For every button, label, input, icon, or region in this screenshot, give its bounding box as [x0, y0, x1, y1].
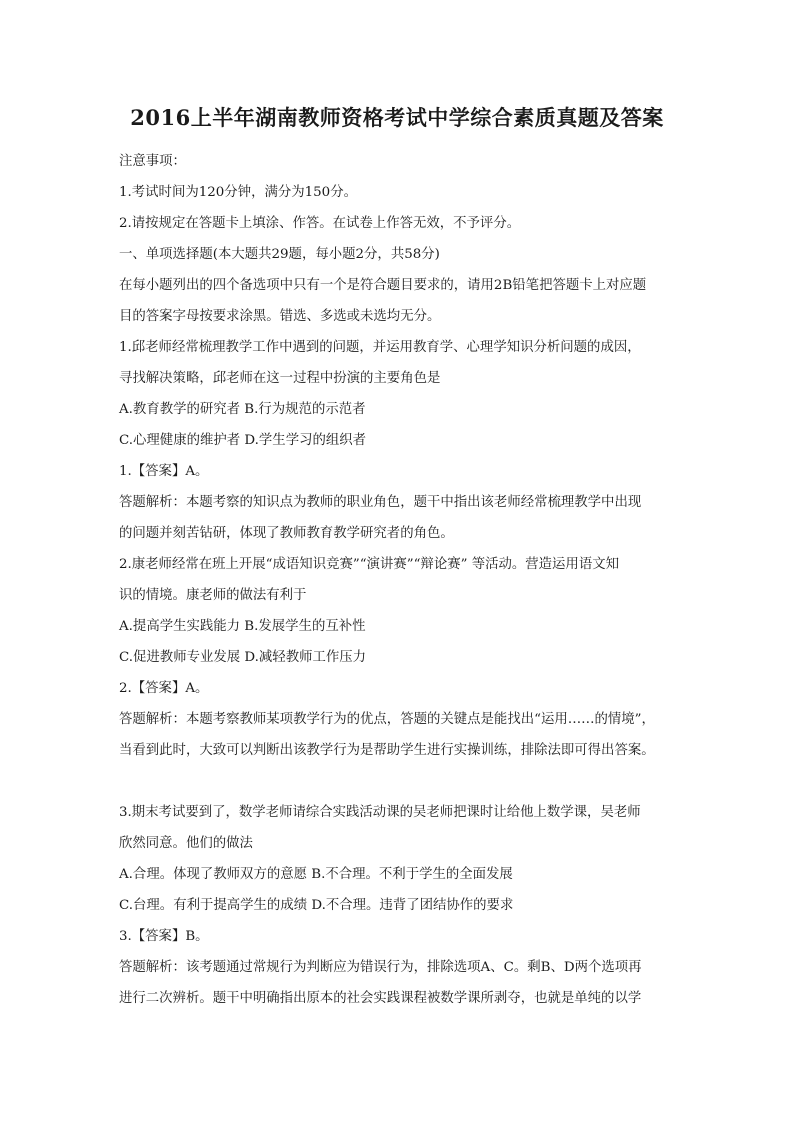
question-2-stem-line-1: 2.康老师经常在班上开展“成语知识竞赛”“演讲赛”“辩论赛” 等活动。营造运用语文知 [119, 557, 619, 572]
question-2-options-ab: A.提高学生实践能力 B.发展学生的互补性 [119, 619, 366, 634]
question-2-options-cd: C.促进教师专业发展 D.减轻教师工作压力 [119, 650, 367, 665]
question-1-analysis-line-1: 答题解析：本题考察的知识点为教师的职业角色，题干中指出该老师经常梳理教学中出现 [119, 495, 642, 510]
question-3-options-cd: C.台理。有利于提高学生的成绩 D.不合理。违背了团结协作的要求 [119, 898, 514, 913]
notice-item-1: 1.考试时间为120分钟，满分为150分。 [119, 185, 357, 200]
question-1-options-ab: A.教育教学的研究者 B.行为规范的示范者 [119, 402, 366, 417]
question-3-stem-line-1: 3.期末考试要到了，数学老师请综合实践活动课的吴老师把课时让给他上数学课，吴老师 [119, 805, 641, 820]
question-1-answer: 1.【答案】A。 [119, 464, 209, 479]
question-2-answer: 2.【答案】A。 [119, 681, 209, 696]
question-2-analysis-line-1: 答题解析：本题考察教师某项教学行为的优点，答题的关键点是能找出“运用……的情境”， [119, 712, 655, 727]
question-1-analysis-line-2: 的问题并刻苦钻研，体现了教师教育教学研究者的角色。 [119, 526, 454, 541]
question-3-options-ab: A.合理。体现了教师双方的意愿 B.不合理。不利于学生的全面发展 [119, 867, 513, 882]
question-2-stem-line-2: 识的情境。康老师的做法有利于 [119, 588, 307, 603]
document-title: 2016上半年湖南教师资格考试中学综合素质真题及答案 [130, 105, 664, 130]
notice-heading: 注意事项： [119, 154, 186, 169]
section-heading: 一、单项选择题(本大题共29题，每小题2分，共58分) [119, 247, 440, 262]
notice-item-2: 2.请按规定在答题卡上填涂、作答。在试卷上作答无效，不予评分。 [119, 216, 521, 231]
blank-line [119, 766, 679, 797]
question-1-options-cd: C.心理健康的维护者 D.学生学习的组织者 [119, 433, 367, 448]
question-3-stem-line-2: 欣然同意。他们的做法 [119, 836, 253, 851]
question-2-analysis-line-2: 当看到此时，大致可以判断出该教学行为是帮助学生进行实操训练，排除法即可得出答案。 [119, 743, 655, 758]
question-3-answer: 3.【答案】B。 [119, 929, 209, 944]
section-instruction-line-1: 在每小题列出的四个备选项中只有一个是符合题目要求的，请用2B铅笔把答题卡上对应题 [119, 278, 647, 293]
question-1-stem-line-2: 寻找解决策略，邱老师在这一过程中扮演的主要角色是 [119, 371, 441, 386]
document-body [119, 146, 679, 1014]
question-3-analysis-line-1: 答题解析：该考题通过常规行为判断应为错误行为，排除选项A、C。剩B、D两个选项再 [119, 960, 642, 975]
question-3-analysis-line-2: 进行二次辨析。题干中明确指出原本的社会实践课程被数学课所剥夺，也就是单纯的以学 [119, 991, 642, 1006]
question-1-stem-line-1: 1.邱老师经常梳理教学工作中遇到的问题，并运用教育学、心理学知识分析问题的成因， [119, 340, 641, 355]
section-instruction-line-2: 目的答案字母按要求涂黑。错选、多选或未选均无分。 [119, 309, 441, 324]
